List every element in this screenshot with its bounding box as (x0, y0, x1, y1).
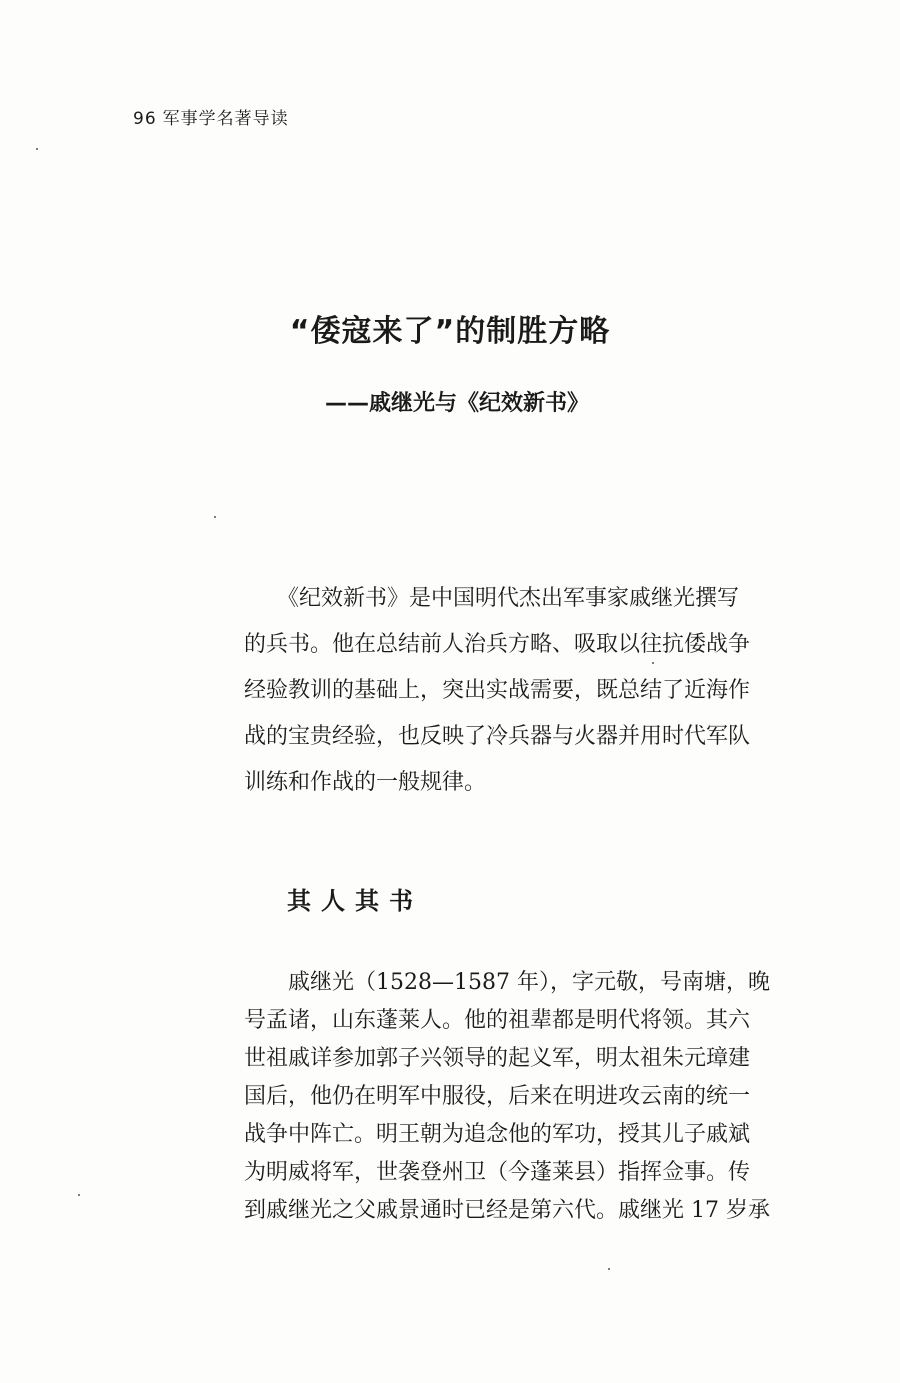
abstract-line: 《纪效新书》是中国明代杰出军事家戚继光撰写 (244, 586, 740, 611)
body-line: 国后，他仍在明军中服役，后来在明进攻云南的统一 (244, 1084, 751, 1109)
body-line: 战争中阵亡。明王朝为追念他的军功，授其儿子戚斌 (244, 1122, 751, 1147)
section-heading: 其人其书 (287, 887, 423, 915)
abstract (244, 576, 774, 806)
body-text (244, 964, 774, 1230)
page-number: 96 (133, 109, 157, 129)
abstract-line: 战的宝贵经验，也反映了冷兵器与火器并用时代军队 (244, 724, 751, 749)
chapter-subtitle: ——戚继光与《纪效新书》 (325, 391, 590, 416)
body-line: 戚继光（1528—1587 年），字元敬，号南塘，晚 (244, 970, 770, 995)
body-line: 世祖戚详参加郭子兴领导的起义军，明太祖朱元璋建 (244, 1046, 751, 1071)
book-title: 军事学名著导读 (162, 109, 289, 129)
scan-speck (652, 662, 654, 664)
running-head (133, 104, 289, 129)
body-line: 为明威将军，世袭登州卫（今蓬莱县）指挥佥事。传 (244, 1160, 751, 1185)
scan-speck (608, 1268, 610, 1270)
body-line: 到戚继光之父戚景通时已经是第六代。戚继光 17 岁承 (244, 1198, 770, 1223)
abstract-line: 训练和作战的一般规律。 (244, 770, 487, 795)
scan-speck (36, 148, 38, 150)
abstract-line: 经验教训的基础上，突出实战需要，既总结了近海作 (244, 678, 751, 703)
scan-speck (214, 516, 216, 518)
abstract-line: 的兵书。他在总结前人治兵方略、吸取以往抗倭战争 (244, 632, 751, 657)
scan-speck (78, 1194, 80, 1196)
body-line: 号孟诸，山东蓬莱人。他的祖辈都是明代将领。其六 (244, 1008, 751, 1033)
chapter-title: “倭寇来了”的制胜方略 (289, 314, 611, 349)
